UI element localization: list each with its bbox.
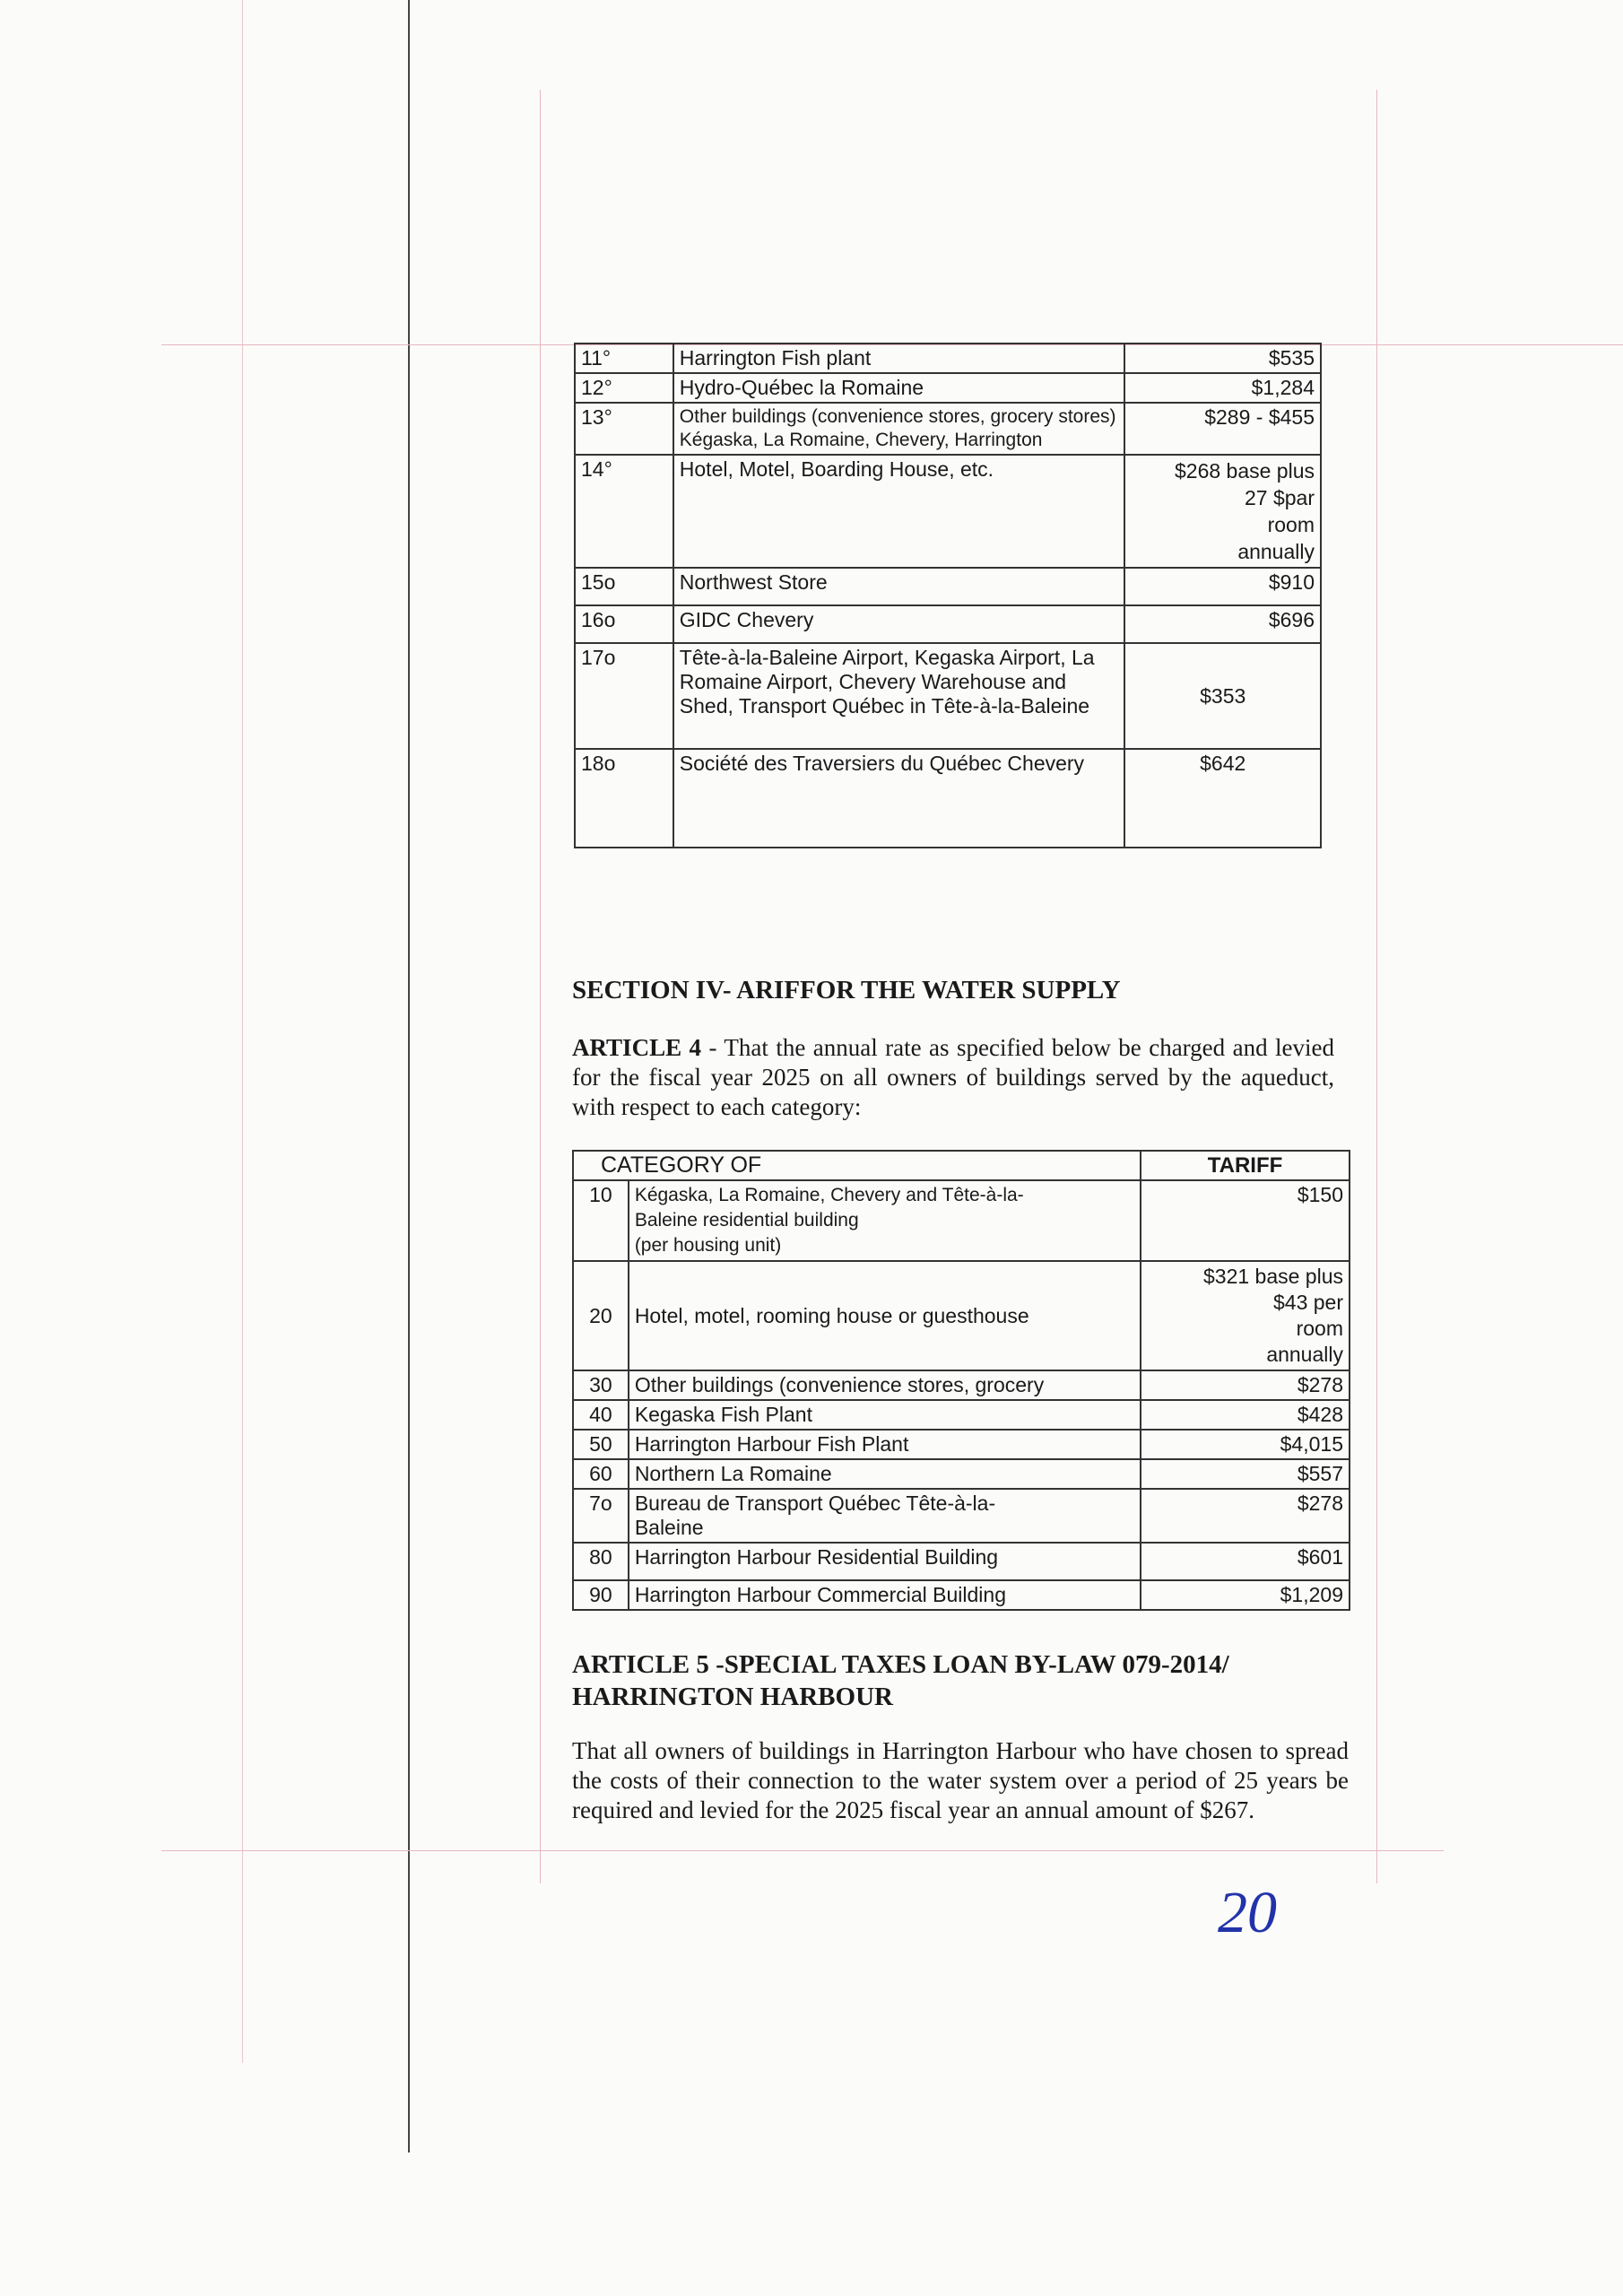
row-description: Hydro-Québec la Romaine (673, 373, 1125, 403)
article-4-text: - That the annual rate as specified below be charged and levied for the fiscal year 2025 on all owners of buildings served by the aqueduct, with respect to each category: (572, 1034, 1334, 1120)
table-row (573, 1580, 1350, 1610)
row-description: Hotel, Motel, Boarding House, etc. (673, 455, 1125, 568)
header-tariff: TARIFF (1141, 1151, 1350, 1180)
row-amount-cell (1141, 1261, 1350, 1370)
table-row (573, 1543, 1350, 1580)
section-heading: SECTION IV- ARIFFOR THE WATER SUPPLY (572, 976, 1121, 1004)
row-description-cell (629, 1180, 1141, 1261)
row-number: 80 (573, 1543, 629, 1580)
row-amount: $268 base plus (1174, 459, 1315, 483)
row-amount-line: room (1267, 513, 1315, 536)
row-description: Harrington Harbour Commercial Building (629, 1580, 1141, 1610)
table-row (575, 344, 1321, 373)
table-row (573, 1370, 1350, 1400)
row-amount: $1,284 (1124, 373, 1321, 403)
row-description: Harrington Harbour Residential Building (629, 1543, 1141, 1580)
guide-line (242, 0, 243, 2063)
article-4-title: ARTICLE 4 (572, 1034, 702, 1061)
article-5-paragraph: That all owners of buildings in Harrington Harbour who have chosen to spread the costs of their connection to the water system over a period of 25 years be required and levied for the 2025 fiscal year an annual amount of $267. (572, 1737, 1349, 1823)
row-amount: $642 (1124, 749, 1321, 848)
row-amount: $321 base plus (1202, 1265, 1343, 1288)
row-number: 13° (575, 403, 673, 455)
row-amount: $535 (1124, 344, 1321, 373)
row-number: 11° (575, 344, 673, 373)
row-description-detail: (per housing unit) (634, 1235, 782, 1256)
row-description: Northern La Romaine (629, 1459, 1141, 1489)
row-amount-line: 27 $par (1244, 486, 1315, 509)
row-number: 18o (575, 749, 673, 848)
row-description: Société des Traversiers du Québec Chevery (673, 749, 1125, 848)
row-description: Other buildings (convenience stores, grocery (629, 1370, 1141, 1400)
table-row (575, 373, 1321, 403)
row-description: Kegaska Fish Plant (629, 1400, 1141, 1430)
row-number: 17o (575, 643, 673, 749)
table-row (575, 605, 1321, 643)
row-description: Bureau de Transport Québec Tête-à-la-Baleine (629, 1489, 1141, 1543)
building-rates-table (574, 343, 1322, 848)
left-margin-line (408, 0, 410, 2152)
row-description-cell (673, 403, 1125, 455)
row-number: 15o (575, 568, 673, 605)
row-description: Harrington Harbour Fish Plant (629, 1430, 1141, 1459)
row-number: 7o (573, 1489, 629, 1543)
row-description: Harrington Fish plant (673, 344, 1125, 373)
table-row (575, 403, 1321, 455)
row-amount: $150 (1141, 1180, 1350, 1261)
row-number: 90 (573, 1580, 629, 1610)
row-amount-line: annually (1237, 540, 1315, 563)
guide-line (1376, 90, 1377, 1883)
row-number: 60 (573, 1459, 629, 1489)
table-row (575, 455, 1321, 568)
table-row (573, 1180, 1350, 1261)
row-description: Hotel, motel, rooming house or guesthouse (629, 1261, 1141, 1370)
table-row (573, 1459, 1350, 1489)
row-amount: $278 (1141, 1370, 1350, 1400)
row-description: Tête-à-la-Baleine Airport, Kegaska Airport, La Romaine Airport, Chevery Warehouse and Shed, Transport Québec in Tête-à-la-Baleine (673, 643, 1125, 749)
row-amount-line: $43 per (1272, 1291, 1343, 1314)
row-number: 14° (575, 455, 673, 568)
row-description: GIDC Chevery (673, 605, 1125, 643)
article-4-paragraph (572, 1033, 1334, 1122)
row-description-detail: Kégaska, La Romaine, Chevery, Harrington (679, 430, 1043, 450)
row-amount: $278 (1141, 1489, 1350, 1543)
table-row (573, 1400, 1350, 1430)
row-number: 16o (575, 605, 673, 643)
table-row (573, 1430, 1350, 1459)
row-number: 10 (573, 1180, 629, 1261)
row-description: Northwest Store (673, 568, 1125, 605)
article-5-heading-line2: HARRINGTON HARBOUR (572, 1683, 893, 1711)
row-amount: $1,209 (1141, 1580, 1350, 1610)
row-amount: $289 - $455 (1124, 403, 1321, 455)
row-number: 20 (573, 1261, 629, 1370)
row-number: 50 (573, 1430, 629, 1459)
table-row (575, 568, 1321, 605)
table-header-row (573, 1151, 1350, 1180)
guide-line (161, 1850, 1444, 1851)
table-row (573, 1261, 1350, 1370)
row-description: Kégaska, La Romaine, Chevery and Tête-à-la-Baleine residential building (634, 1185, 1024, 1231)
table-row (573, 1489, 1350, 1543)
row-amount: $428 (1141, 1400, 1350, 1430)
row-description: Other buildings (convenience stores, grocery stores) (679, 406, 1116, 427)
guide-line (540, 90, 541, 1883)
row-amount: $696 (1124, 605, 1321, 643)
row-amount: $910 (1124, 568, 1321, 605)
row-amount: $557 (1141, 1459, 1350, 1489)
row-number: 12° (575, 373, 673, 403)
row-number: 30 (573, 1370, 629, 1400)
row-amount: $353 (1124, 643, 1321, 749)
row-number: 40 (573, 1400, 629, 1430)
article-5-heading-line1: ARTICLE 5 -SPECIAL TAXES LOAN BY-LAW 079-2014/ (572, 1650, 1229, 1679)
table-row (575, 643, 1321, 749)
row-amount: $601 (1141, 1543, 1350, 1580)
table-row (575, 749, 1321, 848)
row-amount-cell (1124, 455, 1321, 568)
row-amount: $4,015 (1141, 1430, 1350, 1459)
header-category: CATEGORY OF (573, 1151, 1141, 1180)
row-amount-line: room (1296, 1317, 1343, 1340)
water-tariff-table (572, 1150, 1350, 1611)
article-5-heading (572, 1648, 1229, 1713)
handwritten-page-number: 20 (1218, 1880, 1277, 1945)
row-amount-line: annually (1266, 1343, 1343, 1366)
